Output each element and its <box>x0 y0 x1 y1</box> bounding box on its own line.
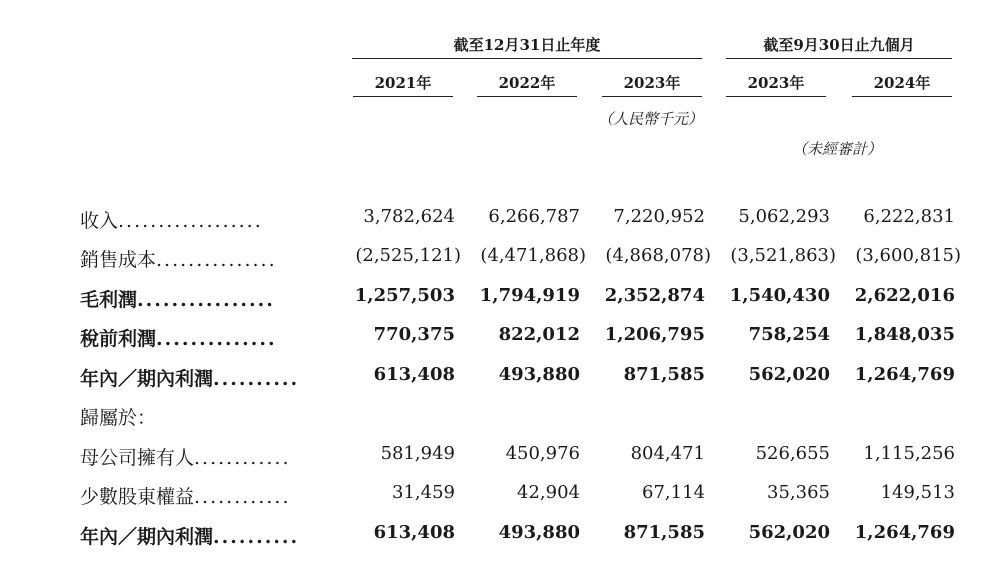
leader-dots: ............... <box>156 249 277 271</box>
leader-dots: ............ <box>194 447 291 469</box>
value-cell: 871,585 <box>623 364 705 385</box>
value-cell: 613,408 <box>373 522 455 543</box>
value-cell: 1,848,035 <box>854 324 955 345</box>
row-label <box>80 522 328 549</box>
year-underline-4 <box>726 96 826 97</box>
row-label-text: 少數股東權益 <box>80 486 195 508</box>
row-label-text: 銷售成本 <box>80 249 157 271</box>
row-label <box>80 285 328 312</box>
row-label-text: 稅前利潤 <box>80 328 157 350</box>
unaudited-note: （未經審計） <box>792 140 883 158</box>
row-label <box>80 364 328 391</box>
value-cell: 6,266,787 <box>488 206 580 227</box>
table-row <box>0 522 1000 552</box>
value-cell: 1,115,256 <box>863 443 955 464</box>
year-underline-3 <box>602 96 702 97</box>
leader-dots: ............ <box>194 486 291 508</box>
row-label-text: 歸屬於： <box>80 407 157 429</box>
row-label-text: 年內／期內利潤 <box>80 368 214 390</box>
value-cell: 1,264,769 <box>854 522 955 543</box>
value-cell: (3,521,863) <box>730 245 836 266</box>
row-label-text: 年內／期內利潤 <box>80 526 214 548</box>
row-label <box>80 403 328 430</box>
value-cell: 1,206,795 <box>604 324 705 345</box>
value-cell: 7,220,952 <box>613 206 705 227</box>
value-cell: 42,904 <box>517 482 580 503</box>
row-label <box>80 206 328 233</box>
value-cell: 758,254 <box>748 324 830 345</box>
value-cell: 67,114 <box>642 482 705 503</box>
group-underline-interim <box>726 58 952 59</box>
value-cell: 871,585 <box>623 522 705 543</box>
value-cell: 581,949 <box>380 443 455 464</box>
leader-dots: .................. <box>118 210 263 232</box>
table-row <box>0 443 1000 473</box>
row-label <box>80 482 328 509</box>
value-cell: 6,222,831 <box>863 206 955 227</box>
group-underline-annual <box>352 58 702 59</box>
value-cell: 493,880 <box>498 522 580 543</box>
year-header-3: 2023年 <box>623 74 681 92</box>
value-cell: 2,622,016 <box>854 285 955 306</box>
table-row <box>0 245 1000 275</box>
year-underline-5 <box>852 96 952 97</box>
table-row <box>0 364 1000 394</box>
row-label-text: 毛利潤 <box>80 289 138 311</box>
value-cell: 1,264,769 <box>854 364 955 385</box>
leader-dots: .............. <box>156 328 277 350</box>
row-label <box>80 443 328 470</box>
row-label <box>80 324 328 351</box>
value-cell: 5,062,293 <box>738 206 830 227</box>
value-cell: 1,257,503 <box>354 285 455 306</box>
value-cell: (3,600,815) <box>855 245 961 266</box>
value-cell: 770,375 <box>373 324 455 345</box>
leader-dots: ................ <box>137 289 275 311</box>
value-cell: 149,513 <box>880 482 955 503</box>
value-cell: 562,020 <box>748 364 830 385</box>
value-cell: 1,794,919 <box>479 285 580 306</box>
value-cell: 562,020 <box>748 522 830 543</box>
group-header-interim: 截至9月30日止九個月 <box>763 36 915 54</box>
table-row <box>0 285 1000 315</box>
value-cell: 31,459 <box>392 482 455 503</box>
value-cell: (4,868,078) <box>605 245 711 266</box>
leader-dots: .......... <box>213 368 300 390</box>
unit-note: （人民幣千元） <box>598 110 704 128</box>
year-header-2: 2022年 <box>498 74 556 92</box>
year-header-1: 2021年 <box>374 74 432 92</box>
value-cell: 450,976 <box>505 443 580 464</box>
table-row <box>0 206 1000 236</box>
value-cell: (2,525,121) <box>355 245 461 266</box>
row-label-text: 收入 <box>80 210 119 232</box>
value-cell: 2,352,874 <box>604 285 705 306</box>
year-underline-1 <box>353 96 453 97</box>
year-underline-2 <box>477 96 577 97</box>
value-cell: (4,471,868) <box>480 245 586 266</box>
value-cell: 35,365 <box>767 482 830 503</box>
table-row <box>0 324 1000 354</box>
year-header-4: 2023年 <box>747 74 805 92</box>
value-cell: 822,012 <box>498 324 580 345</box>
value-cell: 1,540,430 <box>729 285 830 306</box>
value-cell: 526,655 <box>755 443 830 464</box>
group-header-annual: 截至12月31日止年度 <box>453 36 601 54</box>
row-label <box>80 245 328 272</box>
value-cell: 804,471 <box>630 443 705 464</box>
value-cell: 493,880 <box>498 364 580 385</box>
value-cell: 613,408 <box>373 364 455 385</box>
leader-dots: .......... <box>213 526 300 548</box>
table-row <box>0 482 1000 512</box>
year-header-5: 2024年 <box>873 74 931 92</box>
table-row <box>0 403 1000 433</box>
value-cell: 3,782,624 <box>363 206 455 227</box>
row-label-text: 母公司擁有人 <box>80 447 195 469</box>
